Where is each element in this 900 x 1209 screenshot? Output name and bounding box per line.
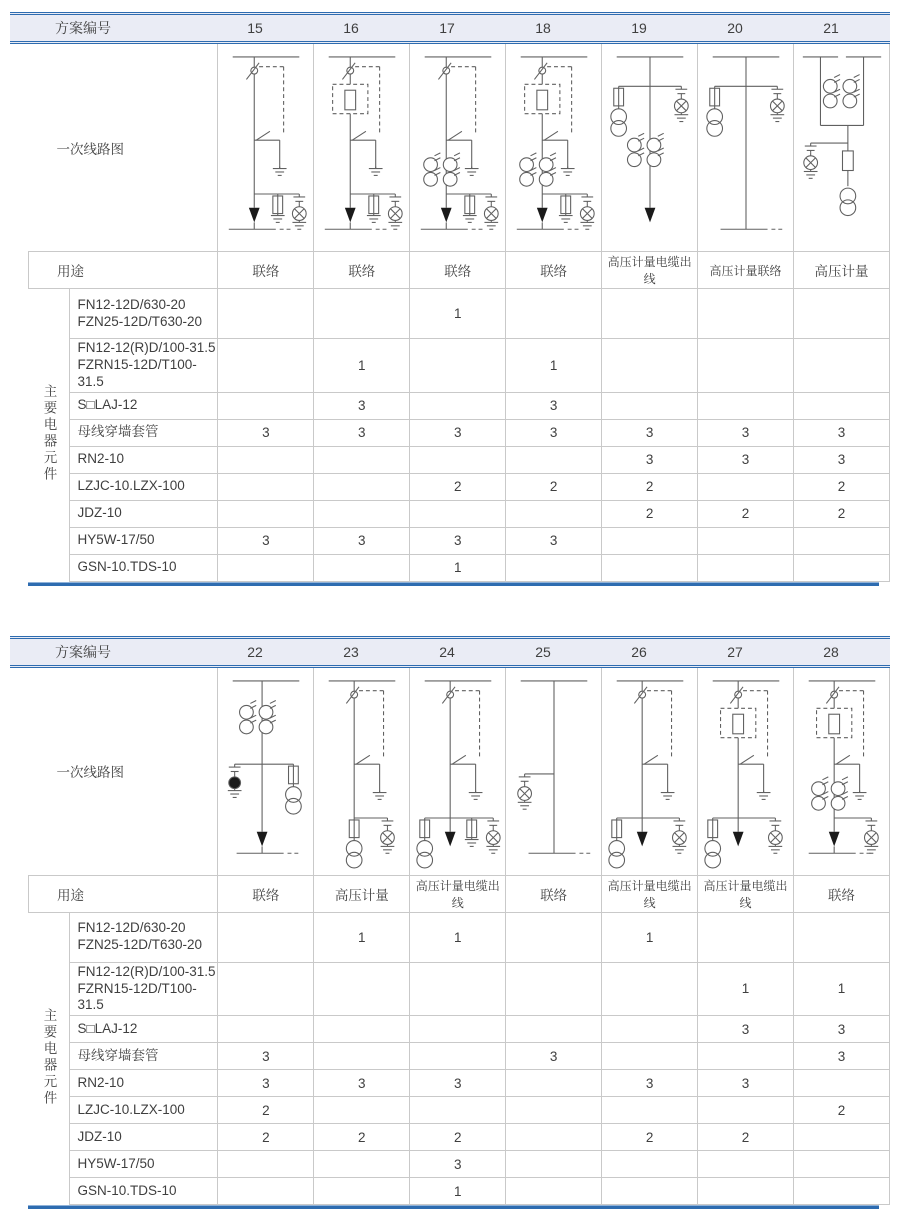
component-count: 3 [602,419,698,446]
component-name [69,1043,218,1070]
component-count [602,339,698,393]
component-name-line: FZN25-12D/T630-20 [77,313,203,329]
component-count: 3 [506,1043,602,1070]
one-line-diagram [603,670,697,873]
component-name [69,1124,218,1151]
scheme-number: 15 [247,20,263,36]
one-line-diagram-cell [698,44,794,252]
usage-value: 高压计量 [794,252,890,289]
usage-value: 联络 [218,875,314,912]
component-count [794,527,890,554]
component-count [314,962,410,1016]
component-name-line: 母线穿墙套管 [77,1047,159,1063]
usage-value: 联络 [506,875,602,912]
component-count [794,1178,890,1205]
component-count: 3 [698,419,794,446]
component-count [794,392,890,419]
one-line-diagram [699,46,793,249]
usage-value: 高压计量 [314,875,410,912]
component-row [29,1016,890,1043]
scheme-id-label: 方案编号 [55,20,111,36]
component-count [794,1151,890,1178]
component-count: 1 [794,962,890,1016]
component-name [69,1070,218,1097]
component-count: 3 [794,419,890,446]
component-count: 1 [506,339,602,393]
component-count [602,289,698,339]
component-count [794,912,890,962]
scheme-number: 19 [631,20,647,36]
component-row [29,392,890,419]
component-count [314,446,410,473]
component-count [506,500,602,527]
usage-value: 联络 [218,252,314,289]
component-count [506,1097,602,1124]
component-count [410,1016,506,1043]
component-row [29,554,890,581]
component-count: 2 [602,473,698,500]
one-line-diagram-cell [218,668,314,876]
component-count: 3 [602,446,698,473]
component-count [602,1178,698,1205]
component-count: 1 [602,912,698,962]
component-count: 1 [410,912,506,962]
scheme-number: 22 [247,643,263,660]
component-count [698,473,794,500]
component-count [506,912,602,962]
component-count: 2 [794,1097,890,1124]
usage-value: 高压计量电缆出线 [698,875,794,912]
usage-label: 用途 [29,875,218,912]
component-count: 3 [698,446,794,473]
one-line-diagram-cell [506,668,602,876]
component-name-line: FZN25-12D/T630-20 [77,937,203,953]
usage-value: 高压计量电缆出线 [410,875,506,912]
component-count: 3 [314,419,410,446]
component-count: 2 [218,1124,314,1151]
component-count [410,446,506,473]
component-count: 2 [218,1097,314,1124]
component-row [29,289,890,339]
component-count [698,912,794,962]
one-line-diagram [795,46,889,249]
one-line-diagram-cell [314,44,410,252]
scheme-id-label: 方案编号 [55,643,111,660]
component-name [69,527,218,554]
component-name-line: JDZ-10 [77,1128,122,1144]
component-row [29,1178,890,1205]
component-count [698,1043,794,1070]
table-header-band [10,636,890,668]
component-count [698,527,794,554]
component-count [218,339,314,393]
component-row [29,419,890,446]
one-line-diagram-cell [698,668,794,876]
component-name-line: GSN-10.TDS-10 [77,1182,177,1198]
component-count [506,554,602,581]
one-line-diagram-cell [602,44,698,252]
side-label-main-components [29,289,70,582]
component-count [314,289,410,339]
component-count [218,446,314,473]
component-count [602,527,698,554]
component-count [218,962,314,1016]
component-count [602,392,698,419]
component-count [314,554,410,581]
table-header-band [10,12,890,44]
component-name [69,554,218,581]
usage-value: 联络 [410,252,506,289]
component-count: 2 [698,1124,794,1151]
component-count: 3 [218,1070,314,1097]
diagram-row [29,44,890,252]
component-count: 3 [794,1016,890,1043]
component-name-line: HY5W-17/50 [77,532,155,548]
component-count [218,554,314,581]
component-count: 2 [602,500,698,527]
one-line-diagram-cell [506,44,602,252]
usage-value: 高压计量联络 [698,252,794,289]
component-name [69,500,218,527]
component-count [410,1097,506,1124]
component-row [29,1070,890,1097]
usage-value: 联络 [506,252,602,289]
one-line-diagram-cell [794,44,890,252]
usage-value: 高压计量电缆出线 [602,252,698,289]
component-count: 3 [698,1016,794,1043]
component-name-line: S□LAJ-12 [77,397,138,413]
component-count [506,1016,602,1043]
component-count: 1 [314,339,410,393]
component-name [69,1178,218,1205]
component-count: 3 [506,527,602,554]
component-row [29,1043,890,1070]
usage-label: 用途 [29,252,218,289]
component-count [698,554,794,581]
component-name-line: FN12-12D/630-20 [77,920,186,936]
component-name [69,339,218,393]
component-count [314,1151,410,1178]
component-count [218,500,314,527]
component-name [69,1097,218,1124]
one-line-diagram-cell [314,668,410,876]
component-count: 2 [314,1124,410,1151]
one-line-diagram [507,670,601,873]
scheme-grid [28,668,890,1206]
component-count [218,1151,314,1178]
component-count [794,1070,890,1097]
component-count: 2 [506,473,602,500]
component-name [69,962,218,1016]
component-name-line: FN12-12D/630-20 [77,296,186,312]
component-count: 1 [314,912,410,962]
one-line-diagram [219,670,313,873]
one-line-diagram [411,46,505,249]
component-name [69,446,218,473]
component-count: 3 [410,1070,506,1097]
component-name-line: FN12-12(R)D/100-31.5 [77,340,216,355]
component-count: 3 [794,446,890,473]
scheme-number: 16 [343,20,359,36]
component-name-line: S□LAJ-12 [77,1020,138,1036]
component-count [218,289,314,339]
component-count [410,1043,506,1070]
one-line-diagram-cell [794,668,890,876]
component-name [69,912,218,962]
usage-row [29,875,890,912]
one-line-diagram [699,670,793,873]
component-count [698,339,794,393]
one-line-diagram-cell [602,668,698,876]
component-count [410,500,506,527]
component-count [506,1124,602,1151]
component-count: 3 [794,1043,890,1070]
one-line-diagram [603,46,697,249]
one-line-diagram [507,46,601,249]
component-count [698,1151,794,1178]
component-count [602,1151,698,1178]
component-row [29,962,890,1016]
component-count [602,1097,698,1124]
component-count [698,392,794,419]
table-bottom-rule [28,1205,879,1209]
component-count [506,289,602,339]
scheme-number: 25 [535,643,551,660]
one-line-diagram [315,46,409,249]
component-count: 3 [218,527,314,554]
component-count: 3 [410,1151,506,1178]
component-row [29,339,890,393]
component-count [794,289,890,339]
component-count [218,1016,314,1043]
one-line-diagram [795,670,889,873]
component-row [29,1151,890,1178]
usage-value: 高压计量电缆出线 [602,875,698,912]
diagram-row-label: 一次线路图 [56,141,124,157]
component-count [698,1178,794,1205]
component-count [506,1151,602,1178]
component-row [29,446,890,473]
component-count: 3 [506,419,602,446]
component-count: 3 [698,1070,794,1097]
table-bottom-rule [28,582,879,586]
component-count [794,339,890,393]
usage-row [29,252,890,289]
component-count: 1 [698,962,794,1016]
scheme-number: 21 [823,20,839,36]
component-count [698,289,794,339]
side-label-main-components [29,912,70,1205]
component-count: 3 [314,1070,410,1097]
component-count [602,1016,698,1043]
component-name-line: LZJC-10.LZX-100 [77,1101,185,1117]
component-count [794,1124,890,1151]
scheme-number: 18 [535,20,551,36]
component-row [29,1097,890,1124]
diagram-row-label: 一次线路图 [56,765,124,781]
component-count: 2 [698,500,794,527]
one-line-diagram [219,46,313,249]
diagram-row [29,668,890,876]
component-name-line: JDZ-10 [77,505,122,521]
scheme-number: 24 [439,643,455,660]
component-count [218,912,314,962]
scheme-number: 27 [727,643,743,660]
component-count [602,1043,698,1070]
component-count [314,473,410,500]
scheme-number: 20 [727,20,743,36]
component-count: 2 [602,1124,698,1151]
component-name-line: RN2-10 [77,1074,125,1090]
component-name [69,289,218,339]
component-count: 3 [506,392,602,419]
component-count: 3 [602,1070,698,1097]
scheme-number: 28 [823,643,839,660]
component-count [314,1016,410,1043]
component-count: 2 [410,1124,506,1151]
component-count: 3 [314,392,410,419]
component-count [314,500,410,527]
component-count [602,554,698,581]
component-count [314,1178,410,1205]
usage-value: 联络 [314,252,410,289]
component-row [29,527,890,554]
component-count [506,1178,602,1205]
scheme-table-15-21 [10,12,890,586]
component-count: 1 [410,1178,506,1205]
component-name-line: GSN-10.TDS-10 [77,559,177,575]
component-count [218,473,314,500]
component-count: 2 [794,473,890,500]
scheme-table-22-28 [10,636,890,1209]
component-count [506,962,602,1016]
usage-value: 联络 [794,875,890,912]
component-count [218,392,314,419]
one-line-diagram-cell [410,668,506,876]
component-name [69,419,218,446]
component-count [698,1097,794,1124]
scheme-number: 23 [343,643,359,660]
component-row [29,1124,890,1151]
one-line-diagram-cell [410,44,506,252]
one-line-diagram [315,670,409,873]
side-label-text: 主要电器元件 [41,1007,57,1107]
scheme-grid [28,44,890,582]
component-count: 3 [218,1043,314,1070]
component-name-line: 母线穿墙套管 [77,424,159,440]
component-count [314,1043,410,1070]
component-count [794,554,890,581]
component-name-line: FZRN15-12D/T100-31.5 [77,980,197,1013]
side-label-text: 主要电器元件 [41,384,57,484]
component-count [506,446,602,473]
component-count [410,339,506,393]
scheme-number: 17 [439,20,455,36]
component-name [69,473,218,500]
component-count [314,1097,410,1124]
component-count [602,962,698,1016]
component-name [69,1016,218,1043]
component-count: 3 [410,527,506,554]
component-name [69,1151,218,1178]
component-count [506,1070,602,1097]
component-name-line: RN2-10 [77,451,125,467]
component-count [218,1178,314,1205]
component-count: 3 [410,419,506,446]
component-name-line: LZJC-10.LZX-100 [77,478,185,494]
component-name-line: FN12-12(R)D/100-31.5 [77,963,216,979]
component-count: 1 [410,289,506,339]
component-count: 1 [410,554,506,581]
component-row [29,500,890,527]
component-count [410,962,506,1016]
component-count: 2 [410,473,506,500]
component-count: 3 [218,419,314,446]
component-name-line: FZRN15-12D/T100-31.5 [77,356,197,389]
component-count: 2 [794,500,890,527]
component-count [410,392,506,419]
component-name [69,392,218,419]
scheme-number: 26 [631,643,647,660]
one-line-diagram [411,670,505,873]
component-name-line: HY5W-17/50 [77,1155,155,1171]
one-line-diagram-cell [218,44,314,252]
component-row [29,473,890,500]
component-row [29,912,890,962]
component-count: 3 [314,527,410,554]
